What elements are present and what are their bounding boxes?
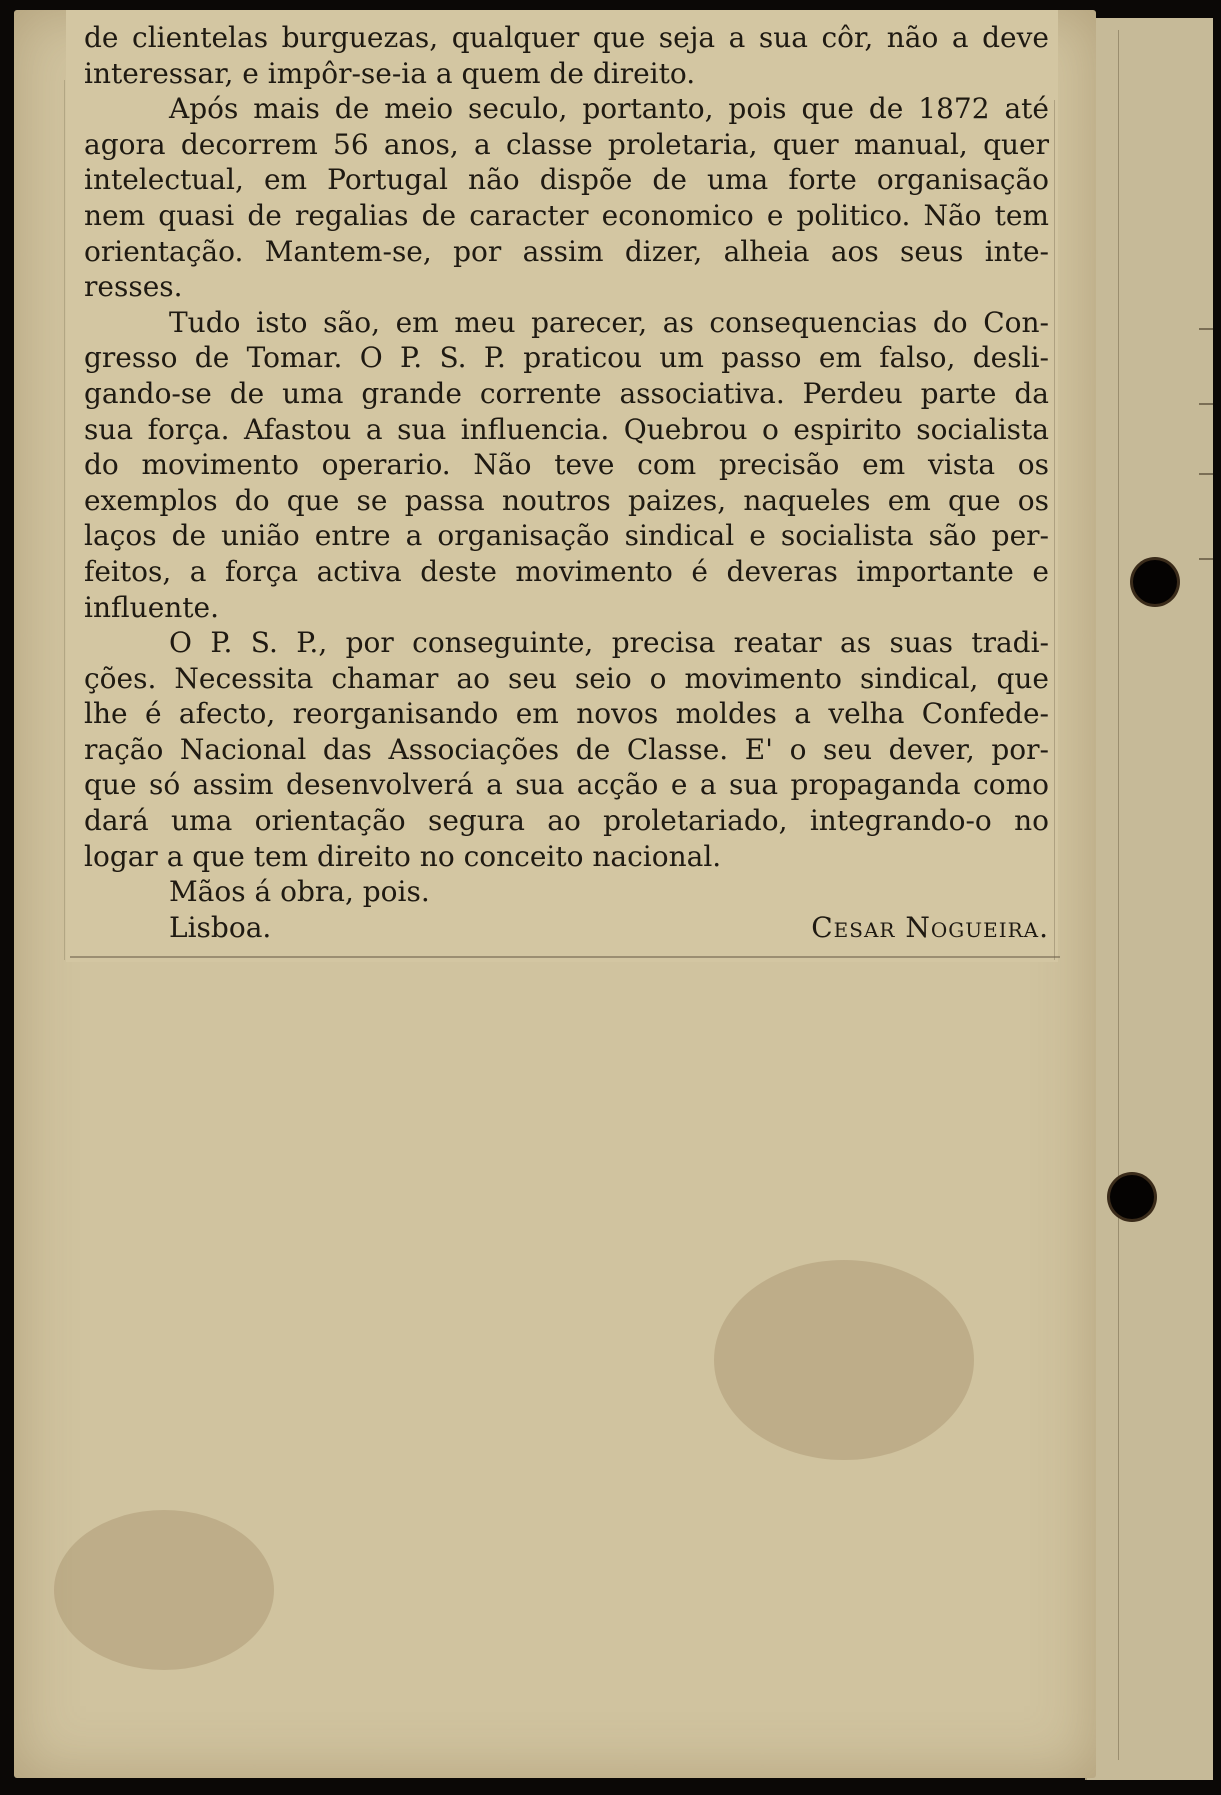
text-line: ções. Necessita chamar ao seu seio o movimento sindical, que <box>84 661 1049 695</box>
text-line: logar a que tem direito no conceito nacional. <box>84 839 722 873</box>
text-line: de clientelas burguezas, qualquer que seja a sua côr, não a deve <box>84 21 1049 54</box>
text-line: interessar, e impôr-se-ia a quem de direito. <box>84 56 696 90</box>
text-line: lhe é afecto, reorganisando em novos moldes a velha Confede- <box>84 697 1049 731</box>
author-signature: Cesar Nogueira. <box>811 910 1049 944</box>
edge-mark <box>1199 403 1213 405</box>
paper-stain <box>714 1260 974 1460</box>
text-line: dará uma orientação segura ao proletariado, integrando-o no <box>84 804 1049 838</box>
edge-mark <box>1199 328 1213 330</box>
paper-stain <box>54 1510 274 1670</box>
place-line: Lisboa. <box>169 910 272 944</box>
text-line: Mãos á obra, pois. <box>169 875 430 909</box>
punch-hole <box>1133 560 1177 604</box>
text-line: feitos, a força activa deste movimento é deveras importante e <box>84 554 1049 588</box>
clipping-left-edge <box>64 80 65 960</box>
text-line: sua força. Afastou a sua influencia. Quebrou o espirito socialista <box>84 412 1049 446</box>
underlying-page-edge <box>1085 18 1213 1780</box>
text-line: laços de união entre a organisação sindical e socialista são per- <box>84 519 1049 553</box>
punch-hole <box>1110 1175 1154 1219</box>
text-line: Após mais de meio seculo, portanto, pois que de 1872 até <box>169 92 1049 126</box>
edge-mark <box>1199 558 1213 560</box>
text-line: ração Nacional das Associações de Classe. E' o seu dever, por- <box>84 732 1049 766</box>
text-line: gresso de Tomar. O P. S. P. praticou um passo em falso, desli- <box>84 341 1049 375</box>
text-line: do movimento operario. Não teve com precisão em vista os <box>84 448 1049 482</box>
text-line: exemplos do que se passa noutros paizes, naqueles em que os <box>84 483 1049 517</box>
signature-row <box>84 910 1049 946</box>
text-line: Tudo isto são, em meu parecer, as consequencias do Con- <box>169 305 1049 339</box>
clipping-right-edge <box>1054 100 1055 960</box>
article-text <box>84 20 1049 945</box>
text-line: intelectual, em Portugal não dispõe de uma forte organisação <box>84 163 1049 197</box>
clipping-bottom-edge <box>70 956 1060 958</box>
text-line: O P. S. P., por conseguinte, precisa reatar as suas tradi- <box>169 626 1049 660</box>
edge-mark <box>1199 473 1213 475</box>
text-line: que só assim desenvolverá a sua acção e a sua propaganda como <box>84 768 1049 802</box>
text-line: influente. <box>84 590 220 624</box>
text-line: nem quasi de regalias de caracter economico e politico. Não tem <box>84 198 1049 232</box>
text-line: agora decorrem 56 anos, a classe proletaria, quer manual, quer <box>84 127 1049 161</box>
page-fold-line <box>1118 30 1119 1760</box>
text-line: orientação. Mantem-se, por assim dizer, alheia aos seus inte- <box>84 234 1049 268</box>
text-line: gando-se de uma grande corrente associativa. Perdeu parte da <box>84 376 1049 410</box>
text-line: resses. <box>84 270 183 304</box>
